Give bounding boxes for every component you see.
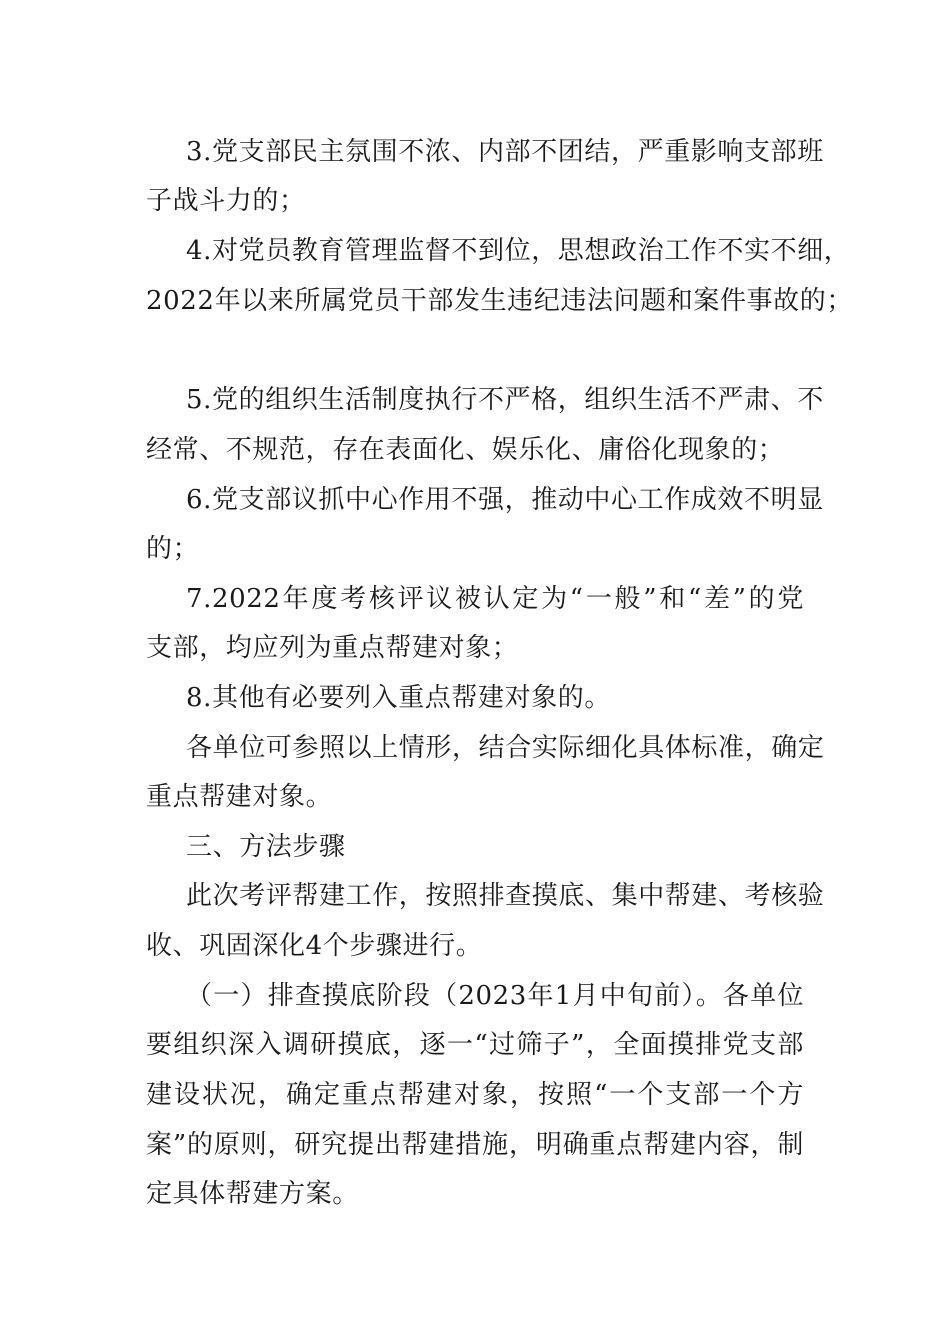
section-heading: 三、方法步骤 (186, 832, 346, 862)
paragraph-line: 4.对党员教育管理监督不到位，思想政治工作不实不细， (186, 236, 851, 266)
paragraph-line: 定具体帮建方案。 (146, 1179, 359, 1209)
paragraph-line: 重点帮建对象。 (146, 782, 333, 812)
paragraph-line: 此次考评帮建工作，按照排查摸底、集中帮建、考核验 (186, 881, 825, 911)
paragraph-line: 5.党的组织生活制度执行不严格，组织生活不严肃、不 (186, 385, 824, 415)
paragraph-line: 各单位可参照以上情形，结合实际细化具体标准，确定 (186, 733, 825, 763)
paragraph-line: 2022年以来所属党员干部发生违纪违法问题和案件事故的； (146, 286, 853, 316)
paragraph-line: 子战斗力的； (146, 186, 306, 216)
paragraph-line: （一）排查摸底阶段（2023年1月中旬前）。各单位 (186, 981, 804, 1011)
paragraph-line: 8.其他有必要列入重点帮建对象的。 (186, 683, 612, 713)
paragraph-line: 3.党支部民主氛围不浓、内部不团结，严重影响支部班 (186, 137, 824, 167)
paragraph-line: 支部，均应列为重点帮建对象； (146, 633, 519, 663)
paragraph-line: 6.党支部议抓中心作用不强，推动中心工作成效不明显 (186, 485, 824, 515)
paragraph-line: 案”的原则，研究提出帮建措施，明确重点帮建内容，制 (146, 1130, 804, 1160)
paragraph-line: 建设状况，确定重点帮建对象，按照“一个支部一个方 (146, 1080, 804, 1110)
paragraph-line: 7.2022年度考核评议被认定为“一般”和“差”的党 (186, 584, 804, 614)
paragraph-line: 的； (146, 534, 200, 564)
paragraph-line: 经常、不规范，存在表面化、娱乐化、庸俗化现象的； (146, 435, 785, 465)
paragraph-line: 收、巩固深化4个步骤进行。 (146, 931, 483, 961)
paragraph-line: 要组织深入调研摸底，逐一“过筛子”，全面摸排党支部 (146, 1030, 804, 1060)
